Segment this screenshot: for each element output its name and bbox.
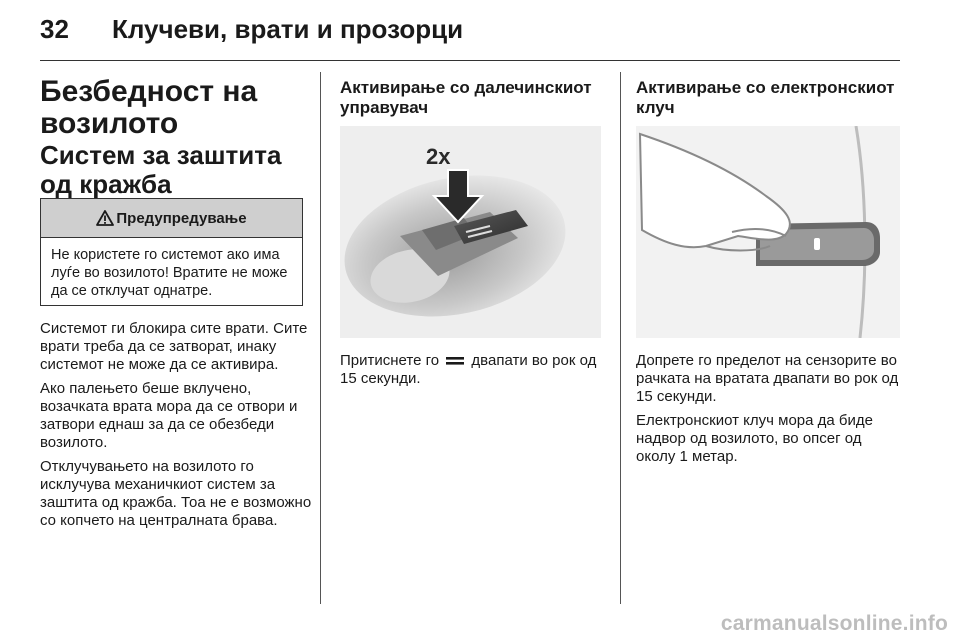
column-divider-right — [620, 72, 621, 604]
page-number: 32 — [40, 14, 69, 44]
paragraph: Отклучувањето на возилото го исклучува механичкиот систем за заштита од кражба. Тоа не е возможно со копчето на централната брава. — [40, 458, 312, 529]
watermark: carmanualsonline.info — [720, 612, 948, 635]
remote-caption — [340, 352, 608, 388]
paragraph: Ако палењето беше вклучено, возачката врата мора да се отвори и затвори еднаш за да се обезбеди возилото. — [40, 380, 298, 451]
running-header-title: Клучеви, врати и прозорци — [112, 14, 464, 44]
right-body — [636, 352, 904, 472]
remote-activation-heading: Активирање со далечинскиот управувач — [340, 78, 592, 117]
electronic-key-heading: Активирање со електронскиот клуч — [636, 78, 895, 117]
door-handle-illustration — [636, 126, 900, 338]
warning-box — [40, 198, 303, 306]
lock-button-icon — [445, 356, 465, 366]
header-rule — [40, 60, 900, 61]
section-heading: Безбедност на возилото — [40, 75, 258, 140]
warning-header — [41, 199, 302, 238]
warning-triangle-icon — [96, 210, 114, 226]
door-handle-image — [636, 126, 900, 338]
caption-text-end: двапати во рок од 15 секунди. — [340, 352, 597, 387]
subsection-heading: Систем за заштита од кражба — [40, 140, 282, 199]
warning-text: Не користете го системот ако има луѓе во возилото! Вратите не може да се отклучат однатре. — [51, 247, 288, 299]
paragraph: Системот ги блокира сите врати. Сите врати треба да се затворат, инаку системот не може да се активира. — [40, 320, 308, 373]
press-twice-label: 2x — [426, 144, 451, 169]
paragraph: Допрете го пределот на сензорите во рачката на вратата двапати во рок од 15 секунди. — [636, 352, 899, 405]
remote-key-illustration — [340, 126, 601, 338]
paragraph: Електронскиот клуч мора да биде надвор од возилото, во опсег од околу 1 метар. — [636, 412, 873, 465]
caption-text-start: Притиснете го — [340, 352, 440, 369]
column-divider-left — [320, 72, 321, 604]
warning-title: Предупредување — [116, 209, 247, 227]
left-body — [40, 320, 312, 536]
remote-key-image — [340, 126, 601, 338]
